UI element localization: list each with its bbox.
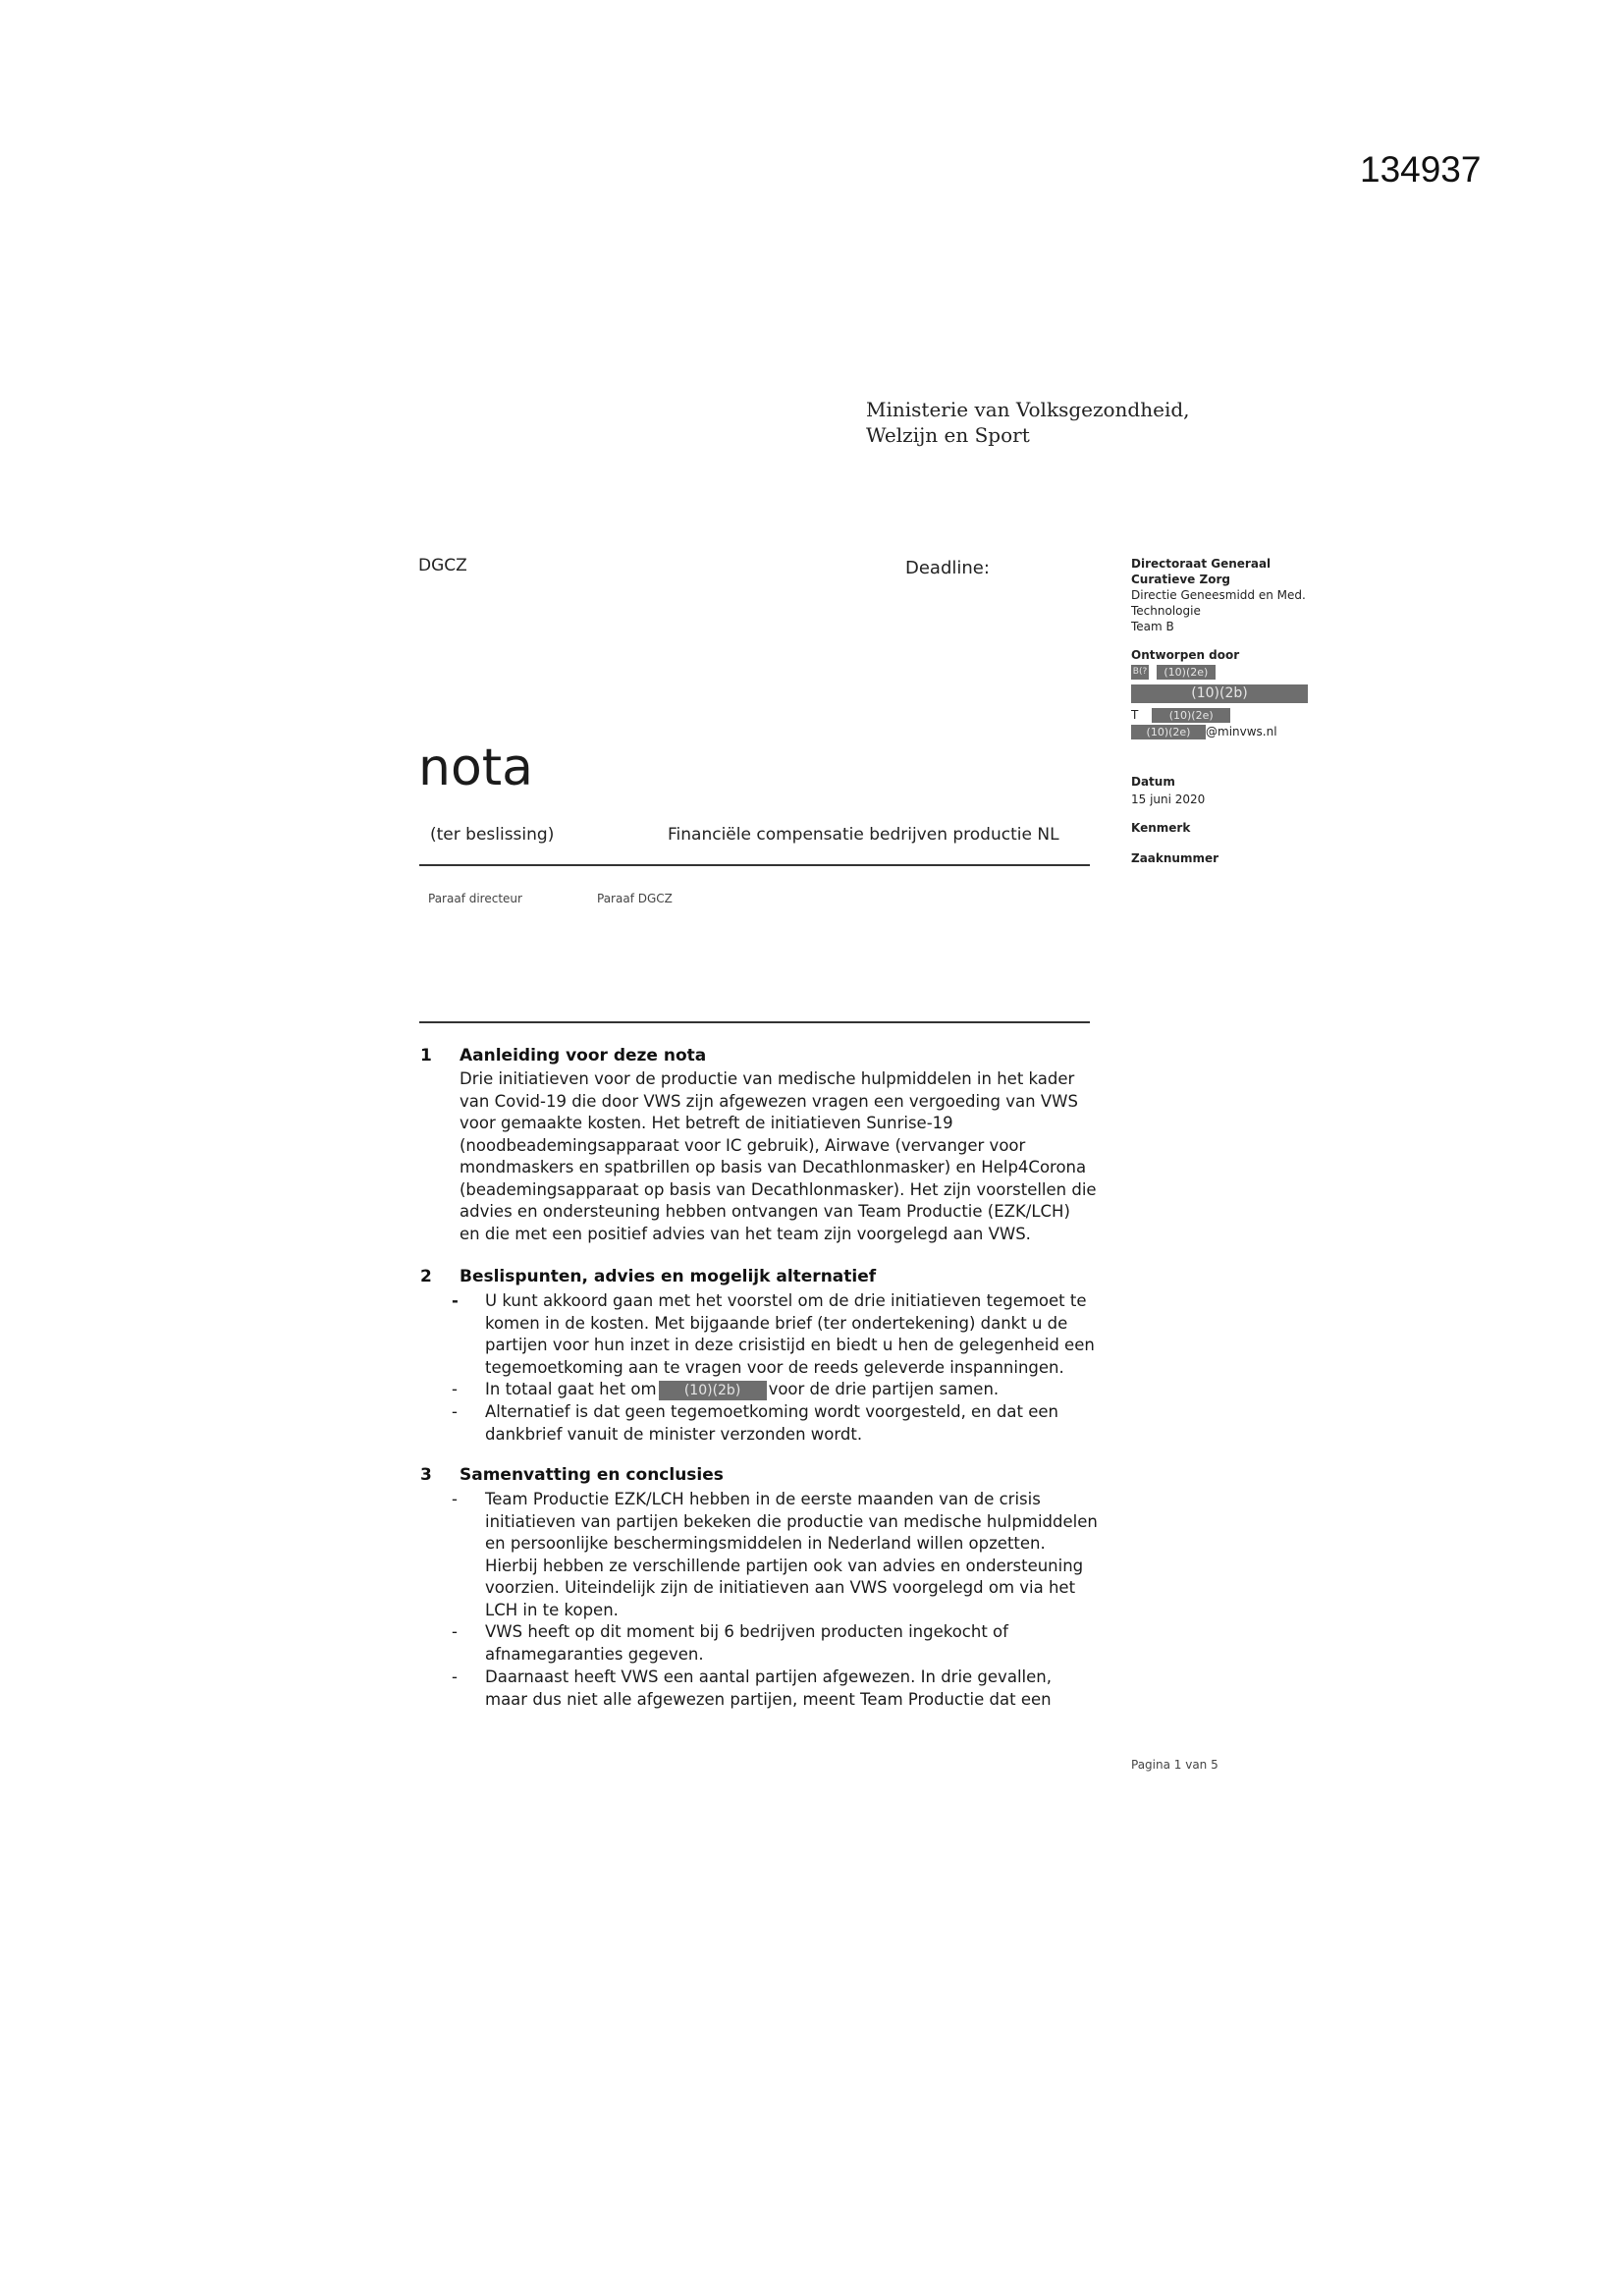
bullet-line: Team Productie EZK/LCH hebben in de eerste maanden van de crisis	[485, 1490, 1041, 1508]
section-1-number: 1	[420, 1046, 432, 1066]
bullet-dash: -	[452, 1490, 458, 1508]
section-1-line: mondmaskers en spatbrillen op basis van Decathlonmasker) en Help4Corona	[460, 1158, 1087, 1176]
phone-prefix: T	[1131, 708, 1139, 722]
datum-value: 15 juni 2020	[1131, 793, 1206, 806]
redacted-phone: (10)(2e)	[1152, 708, 1230, 723]
bullet-line: LCH in te kopen.	[485, 1600, 619, 1619]
paraaf-dgcz: Paraaf DGCZ	[597, 892, 673, 905]
section-1-line: Drie initiatieven voor de productie van medische hulpmiddelen in het kader	[460, 1069, 1075, 1088]
section-2-bullet-3	[452, 1401, 1129, 1446]
ministry-line-2: Welzijn en Sport	[866, 423, 1030, 447]
redacted-name-prefix: B(?	[1131, 665, 1149, 680]
document-subject: Financiële compensatie bedrijven productie NL	[668, 825, 1059, 845]
directorate-line-2: Curatieve Zorg	[1131, 573, 1230, 586]
section-1-line: (noodbeademingsapparaat voor IC gebruik), Airwave (vervanger voor	[460, 1135, 1026, 1155]
zaaknummer-label: Zaaknummer	[1131, 851, 1219, 865]
redacted-amount: (10)(2b)	[659, 1381, 767, 1400]
bullet-line: initiatieven van partijen bekeken die productie van medische hulpmiddelen	[485, 1511, 1098, 1531]
section-1-line: voor gemaakte kosten. Het betreft de initiatieven Sunrise-19	[460, 1114, 953, 1132]
zaaknummer-label-wrap	[1131, 850, 1218, 866]
document-title: nota	[418, 738, 534, 797]
section-2-number: 2	[420, 1267, 432, 1286]
redacted-name: (10)(2e)	[1157, 665, 1216, 680]
bullet-line: komen in de kosten. Met bijgaande brief (ter ondertekening) dankt u de	[485, 1313, 1068, 1333]
bullet-line: U kunt akkoord gaan met het voorstel om de drie initiatieven tegemoet te	[485, 1291, 1087, 1310]
directie-line-2: Technologie	[1131, 604, 1201, 618]
redacted-block: (10)(2b)	[1131, 684, 1308, 703]
deadline-label: Deadline:	[905, 558, 990, 578]
section-1-line: en die met een positief advies van het team zijn voorgelegd aan VWS.	[460, 1224, 1031, 1243]
section-1-line: advies en ondersteuning hebben ontvangen van Team Productie (EZK/LCH)	[460, 1202, 1070, 1221]
bullet-line: Alternatief is dat geen tegemoetkoming wordt voorgesteld, en dat een	[485, 1402, 1058, 1421]
bullet-line: dankbrief vanuit de minister verzonden wordt.	[485, 1424, 863, 1444]
paraaf-directeur: Paraaf directeur	[428, 892, 522, 905]
ontworpen-block	[1131, 647, 1308, 739]
title-divider	[419, 864, 1090, 866]
bullet-dash: -	[452, 1667, 458, 1686]
bullet-line: Hierbij hebben ze verschillende partijen ook van advies en ondersteuning	[485, 1556, 1084, 1575]
ontworpen-label: Ontworpen door	[1131, 648, 1240, 662]
bullet-dash: -	[452, 1402, 458, 1421]
page-number: Pagina 1 van 5	[1131, 1758, 1218, 1772]
bullet-line: afnamegaranties gegeven.	[485, 1644, 704, 1664]
bullet-2-text-before: In totaal gaat het om	[485, 1380, 657, 1398]
section-2-bullet-1	[452, 1290, 1129, 1379]
bullet-line: partijen voor hun inzet in deze crisistijd en biedt u hen de gelegenheid een	[485, 1336, 1095, 1354]
section-2-bullet-2	[452, 1379, 1129, 1401]
section-3-bullet-2	[452, 1621, 1129, 1666]
bullet-line: en persoonlijke beschermingsmiddelen in Nederland willen opzetten.	[485, 1534, 1046, 1553]
section-1-line: (beademingsapparaat op basis van Decathlonmasker). Het zijn voorstellen die	[460, 1179, 1097, 1199]
directorate-block	[1131, 556, 1306, 634]
bullet-2-text-after: voor de drie partijen samen.	[768, 1380, 1000, 1398]
datum-block	[1131, 774, 1205, 807]
kenmerk-label-wrap	[1131, 820, 1190, 836]
section-3-number: 3	[420, 1465, 432, 1485]
kenmerk-label: Kenmerk	[1131, 821, 1191, 835]
section-1-line: van Covid-19 die door VWS zijn afgewezen vragen een vergoeding van VWS	[460, 1091, 1078, 1111]
department-label: DGCZ	[418, 556, 467, 575]
redacted-email: (10)(2e)	[1131, 725, 1206, 739]
team-label: Team B	[1131, 620, 1174, 633]
ministry-name	[866, 397, 1190, 448]
paraaf-divider	[419, 1021, 1090, 1023]
bullet-dash: -	[452, 1622, 458, 1641]
section-3-bullet-1	[452, 1489, 1129, 1621]
section-1-body	[460, 1068, 1127, 1245]
bullet-line: maar dus niet alle afgewezen partijen, meent Team Productie dat een	[485, 1689, 1052, 1709]
bullet-dash: -	[452, 1380, 458, 1398]
datum-label: Datum	[1131, 775, 1175, 789]
ministry-line-1: Ministerie van Volksgezondheid,	[866, 398, 1190, 421]
document-type: (ter beslissing)	[430, 825, 555, 845]
section-2-title: Beslispunten, advies en mogelijk alternatief	[460, 1267, 877, 1286]
bullet-line: voorzien. Uiteindelijk zijn de initiatieven aan VWS voorgelegd om via het	[485, 1578, 1076, 1597]
section-3-bullet-3	[452, 1667, 1129, 1711]
bullet-line: Daarnaast heeft VWS een aantal partijen afgewezen. In drie gevallen,	[485, 1667, 1052, 1686]
bullet-dash: -	[452, 1291, 459, 1310]
bullet-line: VWS heeft op dit moment bij 6 bedrijven producten ingekocht of	[485, 1622, 1008, 1641]
section-3-title: Samenvatting en conclusies	[460, 1465, 724, 1485]
section-1-title: Aanleiding voor deze nota	[460, 1046, 707, 1066]
document-number: 134937	[1360, 149, 1482, 190]
bullet-line: tegemoetkoming aan te vragen voor de reeds geleverde inspanningen.	[485, 1357, 1064, 1377]
directie-line-1: Directie Geneesmidd en Med.	[1131, 588, 1306, 602]
directorate-line-1: Directoraat Generaal	[1131, 557, 1272, 571]
email-suffix: @minvws.nl	[1206, 725, 1277, 738]
